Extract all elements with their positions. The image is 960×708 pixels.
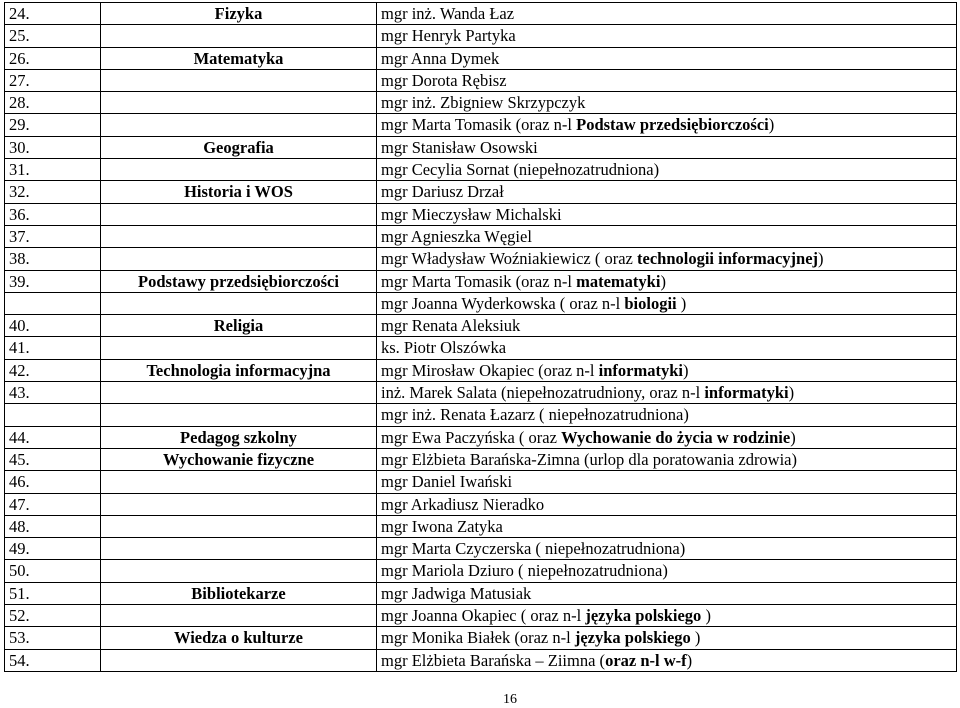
teacher-cell	[377, 114, 957, 136]
teacher-cell	[377, 605, 957, 627]
teacher-text: mgr Marta Tomasik (oraz n-l	[381, 271, 577, 291]
teacher-text: mgr Mieczysław Michalski	[381, 204, 562, 224]
row-number: 48.	[5, 515, 101, 537]
staff-table	[4, 2, 957, 672]
teacher-text: mgr Stanisław Osowski	[381, 137, 538, 157]
teacher-extra-subject: Podstaw przedsiębiorczości	[576, 115, 769, 135]
teacher-cell	[377, 315, 957, 337]
teacher-text: mgr Agnieszka Węgiel	[381, 226, 532, 246]
teacher-text: mgr inż. Zbigniew Skrzypczyk	[381, 93, 586, 113]
subject-cell: Bibliotekarze	[101, 582, 377, 604]
table-row	[5, 69, 957, 91]
row-number: 32.	[5, 181, 101, 203]
teacher-text: mgr Elżbieta Barańska – Ziimna (	[381, 650, 606, 670]
table-row	[5, 605, 957, 627]
teacher-cell	[377, 136, 957, 158]
subject-cell: Historia i WOS	[101, 181, 377, 203]
teacher-text: mgr Jadwiga Matusiak	[381, 583, 532, 603]
table-row	[5, 404, 957, 426]
table-row	[5, 114, 957, 136]
row-number	[5, 292, 101, 314]
table-row	[5, 136, 957, 158]
teacher-text: inż. Marek Salata (niepełnozatrudniony, oraz n-l	[381, 383, 705, 403]
table-row	[5, 92, 957, 114]
table-row	[5, 582, 957, 604]
teacher-text: mgr Joanna Okapiec ( oraz n-l	[381, 606, 586, 626]
teacher-cell	[377, 248, 957, 270]
teacher-text: )	[676, 293, 687, 313]
teacher-text: mgr Elżbieta Barańska-Zimna (urlop dla poratowania zdrowia)	[381, 449, 798, 469]
subject-cell	[101, 560, 377, 582]
subject-cell: Matematyka	[101, 47, 377, 69]
teacher-text: mgr Renata Aleksiuk	[381, 316, 521, 336]
teacher-text: mgr Cecylia Sornat (niepełnozatrudniona)	[381, 160, 660, 180]
row-number: 52.	[5, 605, 101, 627]
row-number: 45.	[5, 448, 101, 470]
teacher-cell	[377, 649, 957, 671]
teacher-text: mgr Dariusz Drzał	[381, 182, 504, 202]
table-row	[5, 225, 957, 247]
table-row	[5, 315, 957, 337]
staff-table-body	[5, 3, 957, 672]
subject-cell	[101, 493, 377, 515]
teacher-extra-subject: biologii	[624, 293, 677, 313]
row-number: 54.	[5, 649, 101, 671]
table-row	[5, 292, 957, 314]
teacher-text: mgr Mariola Dziuro ( niepełnozatrudniona)	[381, 561, 668, 581]
teacher-extra-subject: technologii informacyjnej	[637, 249, 819, 269]
subject-cell: Fizyka	[101, 3, 377, 25]
row-number: 36.	[5, 203, 101, 225]
teacher-cell	[377, 181, 957, 203]
table-row	[5, 25, 957, 47]
teacher-text: mgr Marta Czyczerska ( niepełnozatrudniona)	[381, 539, 686, 559]
teacher-cell	[377, 47, 957, 69]
subject-cell	[101, 404, 377, 426]
teacher-text: mgr Władysław Woźniakiewicz ( oraz	[381, 249, 638, 269]
teacher-text: mgr inż. Wanda Łaz	[381, 4, 515, 23]
teacher-text: mgr inż. Renata Łazarz ( niepełnozatrudniona)	[381, 405, 689, 425]
teacher-cell	[377, 159, 957, 181]
subject-cell	[101, 515, 377, 537]
row-number: 40.	[5, 315, 101, 337]
row-number	[5, 404, 101, 426]
table-row	[5, 337, 957, 359]
teacher-cell	[377, 538, 957, 560]
table-row	[5, 448, 957, 470]
row-number: 31.	[5, 159, 101, 181]
table-row	[5, 270, 957, 292]
subject-cell	[101, 114, 377, 136]
row-number: 38.	[5, 248, 101, 270]
table-row	[5, 649, 957, 671]
table-row	[5, 248, 957, 270]
teacher-text: mgr Ewa Paczyńska ( oraz	[381, 427, 562, 447]
table-row	[5, 627, 957, 649]
subject-cell	[101, 337, 377, 359]
subject-cell	[101, 605, 377, 627]
subject-cell: Geografia	[101, 136, 377, 158]
teacher-cell	[377, 359, 957, 381]
teacher-text: )	[701, 606, 711, 626]
row-number: 39.	[5, 270, 101, 292]
teacher-cell	[377, 582, 957, 604]
teacher-cell	[377, 92, 957, 114]
teacher-text: )	[818, 249, 824, 269]
row-number: 24.	[5, 3, 101, 25]
table-row	[5, 426, 957, 448]
subject-cell	[101, 159, 377, 181]
table-row	[5, 181, 957, 203]
teacher-cell	[377, 25, 957, 47]
teacher-cell	[377, 225, 957, 247]
subject-cell	[101, 69, 377, 91]
row-number: 43.	[5, 382, 101, 404]
subject-cell: Wiedza o kulturze	[101, 627, 377, 649]
subject-cell	[101, 92, 377, 114]
teacher-cell	[377, 471, 957, 493]
row-number: 53.	[5, 627, 101, 649]
teacher-text: mgr Marta Tomasik (oraz n-l	[381, 115, 577, 135]
page-number: 16	[503, 692, 517, 707]
teacher-cell	[377, 203, 957, 225]
row-number: 42.	[5, 359, 101, 381]
teacher-cell	[377, 515, 957, 537]
row-number: 26.	[5, 47, 101, 69]
teacher-cell	[377, 448, 957, 470]
teacher-extra-subject: matematyki	[576, 271, 661, 291]
teacher-cell	[377, 627, 957, 649]
table-row	[5, 471, 957, 493]
teacher-cell	[377, 560, 957, 582]
subject-cell: Technologia informacyjna	[101, 359, 377, 381]
teacher-text: mgr Henryk Partyka	[381, 26, 516, 46]
row-number: 28.	[5, 92, 101, 114]
teacher-extra-subject: informatyki	[704, 383, 789, 403]
staff-sheet	[4, 2, 956, 672]
teacher-cell	[377, 337, 957, 359]
teacher-cell	[377, 3, 957, 25]
subject-cell: Wychowanie fizyczne	[101, 448, 377, 470]
teacher-text: )	[788, 383, 795, 403]
subject-cell	[101, 248, 377, 270]
teacher-text: mgr Arkadiusz Nieradko	[381, 494, 545, 514]
teacher-extra-subject: języka polskiego	[574, 628, 691, 648]
row-number: 41.	[5, 337, 101, 359]
row-number: 30.	[5, 136, 101, 158]
row-number: 47.	[5, 493, 101, 515]
table-row	[5, 515, 957, 537]
subject-cell	[101, 471, 377, 493]
teacher-extra-subject: języka polskiego	[585, 606, 702, 626]
teacher-text: )	[686, 650, 693, 670]
teacher-extra-subject: Wychowanie do życia w rodzinie	[561, 427, 791, 447]
teacher-text: )	[660, 271, 666, 291]
row-number: 44.	[5, 426, 101, 448]
subject-cell	[101, 292, 377, 314]
teacher-text: mgr Monika Białek (oraz n-l	[381, 628, 575, 648]
row-number: 50.	[5, 560, 101, 582]
subject-cell	[101, 225, 377, 247]
teacher-text: )	[790, 427, 796, 447]
teacher-extra-subject: informatyki	[598, 360, 683, 380]
teacher-cell	[377, 382, 957, 404]
subject-cell	[101, 538, 377, 560]
teacher-cell	[377, 270, 957, 292]
table-row	[5, 538, 957, 560]
subject-cell: Podstawy przedsiębiorczości	[101, 270, 377, 292]
row-number: 51.	[5, 582, 101, 604]
teacher-cell	[377, 426, 957, 448]
teacher-text: )	[690, 628, 701, 648]
subject-cell	[101, 382, 377, 404]
row-number: 25.	[5, 25, 101, 47]
subject-cell	[101, 25, 377, 47]
row-number: 49.	[5, 538, 101, 560]
table-row	[5, 203, 957, 225]
teacher-text: mgr Dorota Rębisz	[381, 70, 507, 90]
table-row	[5, 493, 957, 515]
teacher-cell	[377, 69, 957, 91]
table-row	[5, 359, 957, 381]
teacher-text: mgr Mirosław Okapiec (oraz n-l	[381, 360, 599, 380]
subject-cell: Religia	[101, 315, 377, 337]
subject-cell	[101, 203, 377, 225]
subject-cell	[101, 649, 377, 671]
teacher-text: mgr Anna Dymek	[381, 48, 500, 68]
table-row	[5, 159, 957, 181]
teacher-extra-subject: oraz n-l w-f	[605, 650, 687, 670]
teacher-text: mgr Iwona Zatyka	[381, 516, 503, 536]
table-row	[5, 47, 957, 69]
teacher-cell	[377, 292, 957, 314]
teacher-text: )	[682, 360, 689, 380]
teacher-text: mgr Joanna Wyderkowska ( oraz n-l	[381, 293, 625, 313]
subject-cell: Pedagog szkolny	[101, 426, 377, 448]
teacher-text: )	[768, 115, 775, 135]
row-number: 46.	[5, 471, 101, 493]
teacher-cell	[377, 404, 957, 426]
table-row	[5, 382, 957, 404]
row-number: 37.	[5, 225, 101, 247]
row-number: 29.	[5, 114, 101, 136]
teacher-cell	[377, 493, 957, 515]
table-row	[5, 3, 957, 25]
row-number: 27.	[5, 69, 101, 91]
table-row	[5, 560, 957, 582]
teacher-text: mgr Daniel Iwański	[381, 472, 513, 492]
teacher-text: ks. Piotr Olszówka	[381, 338, 507, 358]
